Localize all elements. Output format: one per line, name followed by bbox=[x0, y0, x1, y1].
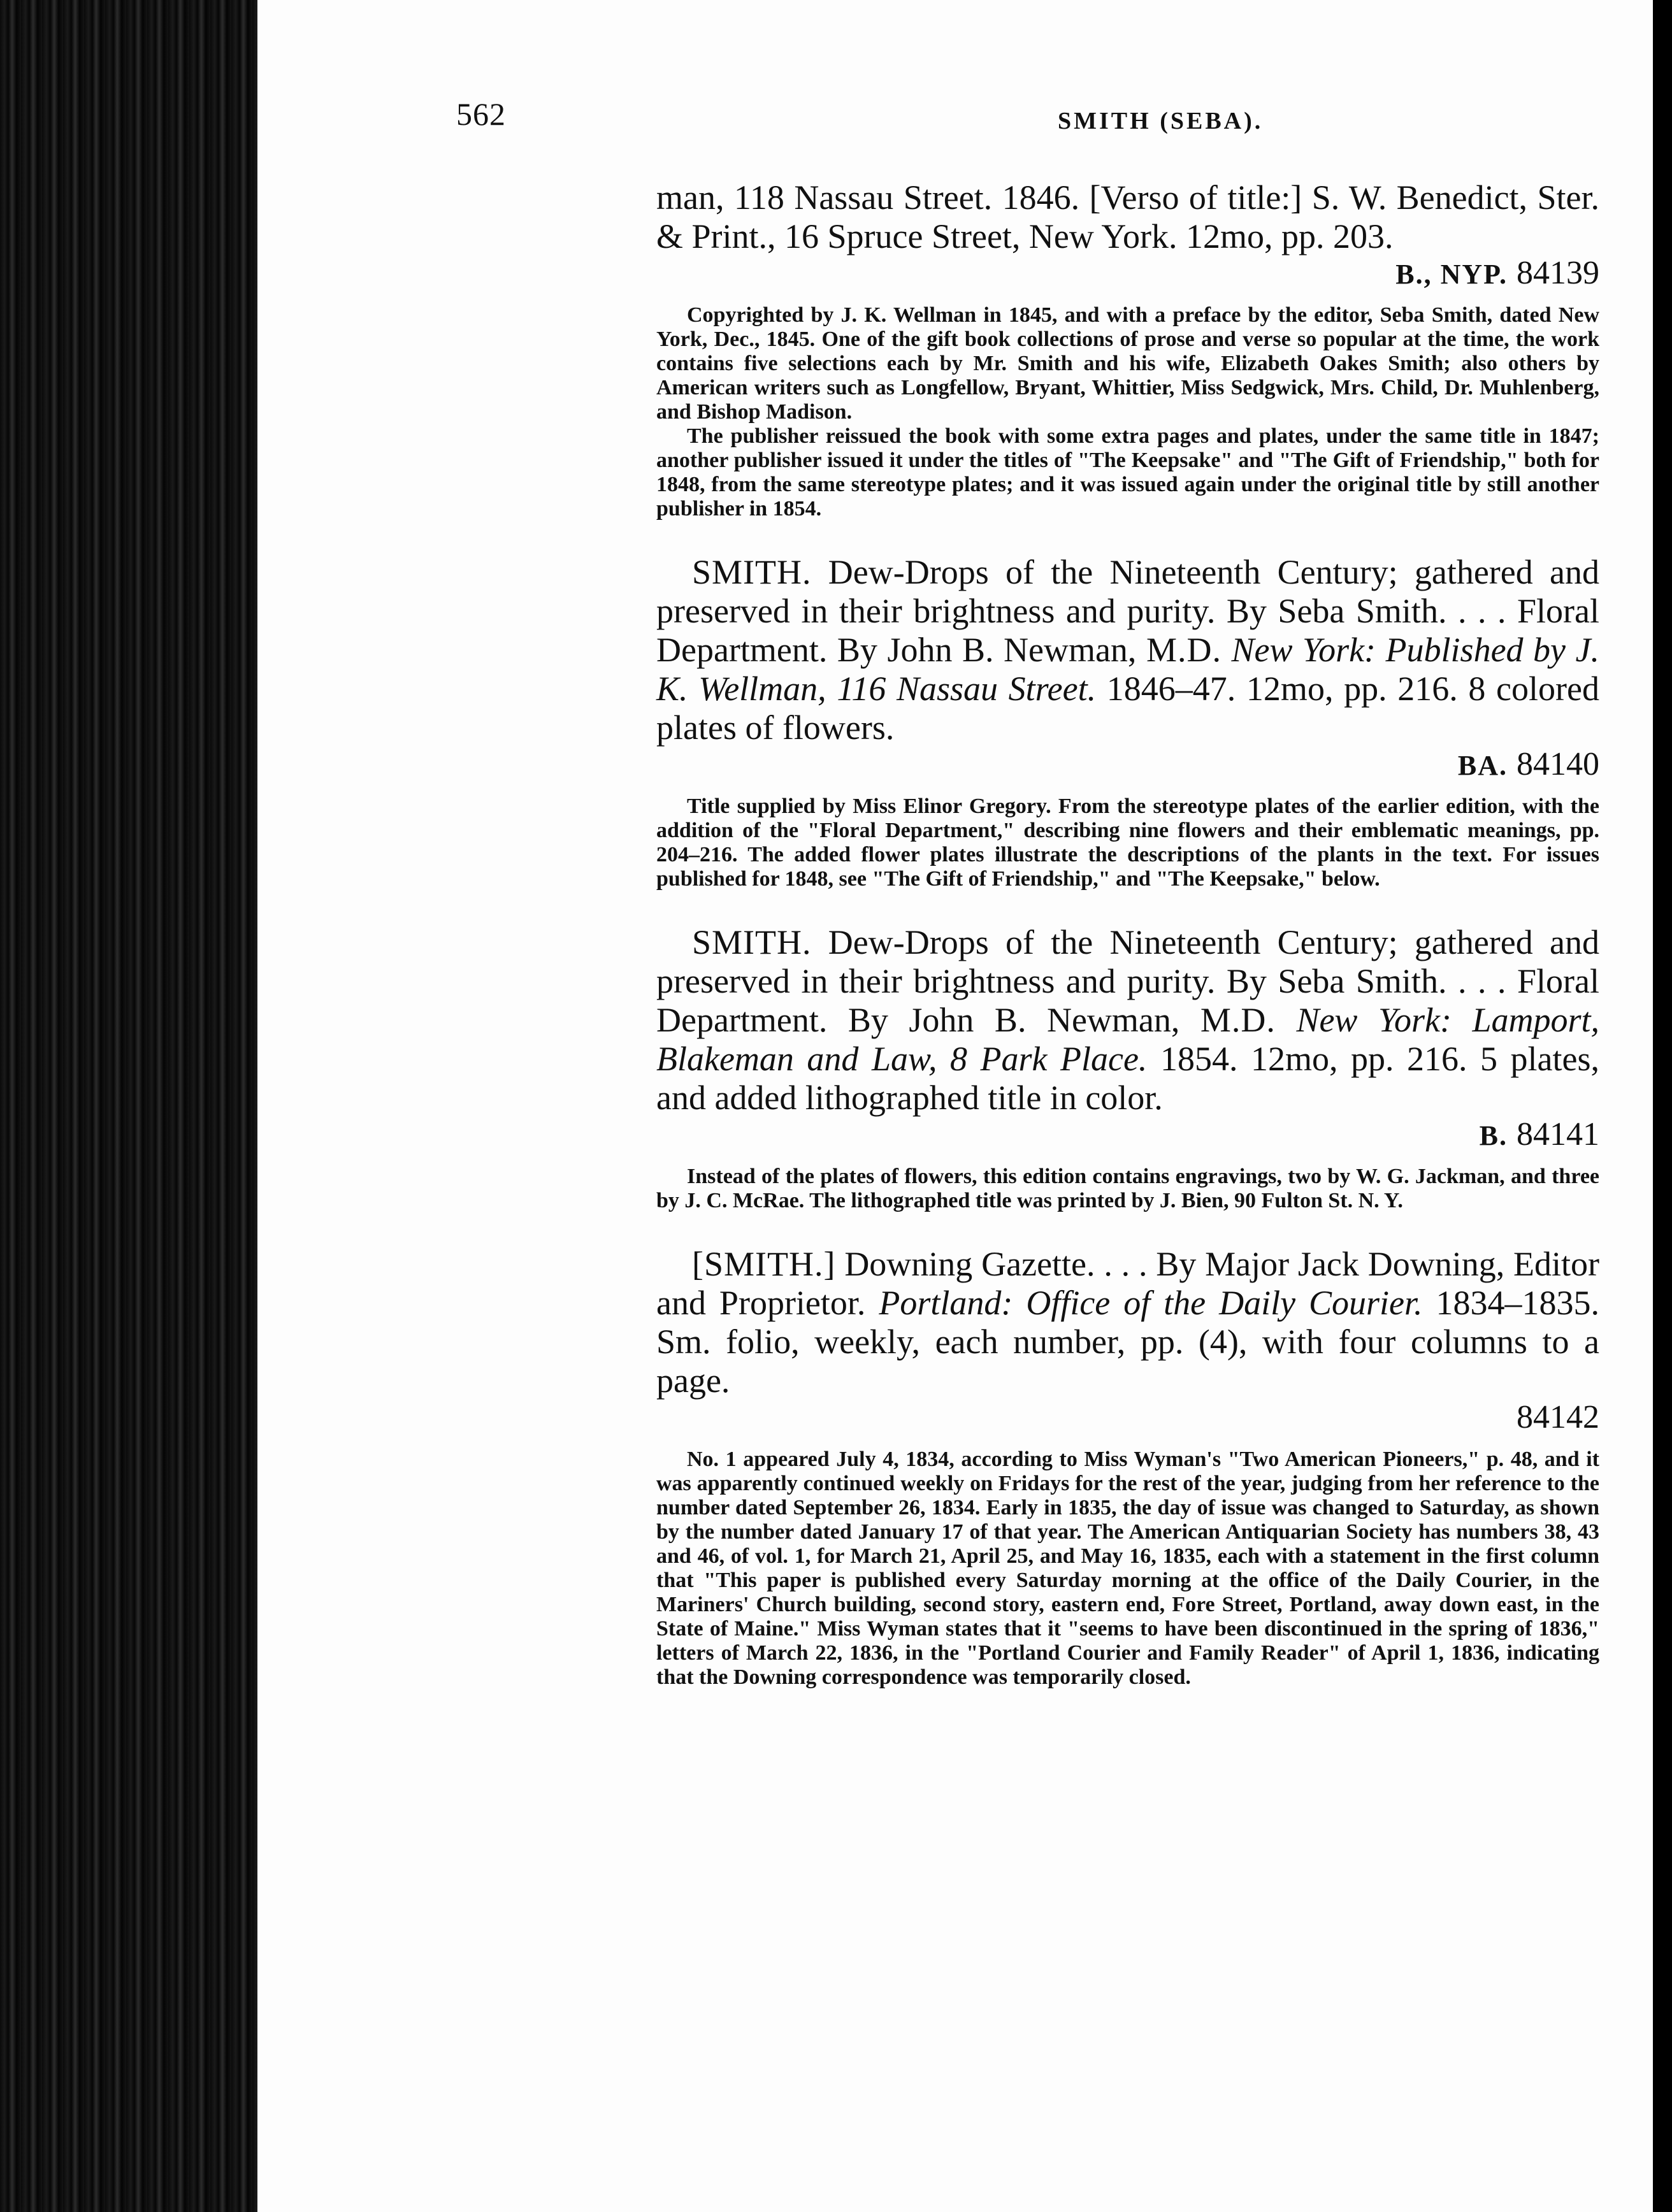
page-heading: SMITH (SEBA). bbox=[1058, 108, 1264, 134]
entry-collation: 1846–47. 12mo, pp. 216. 8 colored plates of flowers. bbox=[656, 670, 1599, 747]
entry-note-paragraph: Copyrighted by J. K. Wellman in 1845, and with a preface by the editor, Seba Smith, dated New York, Dec., 1845. One of the gift book collections of prose and verse so popular at the time, the work contains five selections each by Mr. Smith and his wife, Elizabeth Oakes Smith; also others by American writers such as Longfellow, Bryant, Whittier, Miss Sedgwick, Mrs. Child, Dr. Muhlenberg, and Bishop Madison. bbox=[656, 303, 1599, 424]
entry-notes bbox=[656, 303, 1599, 521]
entry-number: 84140 bbox=[1517, 746, 1599, 782]
library-holders: BA. bbox=[1457, 750, 1508, 781]
scan-binding-edge bbox=[0, 0, 261, 2212]
entry-collation: 1834–1835. Sm. folio, weekly, each number, pp. (4), with four columns to a page. bbox=[656, 1284, 1600, 1400]
entry-notes bbox=[656, 794, 1599, 891]
text-column bbox=[656, 178, 1599, 1721]
page-number: 562 bbox=[456, 96, 506, 132]
entry-degree: M.D. bbox=[1146, 631, 1222, 669]
entry-title: Dew-Drops of the Nineteenth Century; gathered and preserved in their brightness and purity. By Seba Smith. . . . Floral Department. By John B. Newman, bbox=[656, 923, 1599, 1039]
entry-author: SMITH. bbox=[692, 553, 812, 591]
bibliography-entry bbox=[656, 178, 1599, 521]
entry-author: [SMITH.] bbox=[692, 1245, 836, 1283]
entry-number: 84141 bbox=[1517, 1116, 1599, 1153]
entry-citation bbox=[656, 923, 1599, 1117]
entry-notes bbox=[656, 1447, 1599, 1690]
library-holders: B., NYP. bbox=[1395, 259, 1508, 290]
bibliography-entry bbox=[656, 1245, 1599, 1690]
library-holders: B. bbox=[1479, 1120, 1508, 1151]
entry-number: 84142 bbox=[1517, 1399, 1599, 1435]
entry-note-paragraph: Instead of the plates of flowers, this edition contains engravings, two by W. G. Jackman, and three by J. C. McRae. The lithographed title was printed by J. Bien, 90 Fulton St. N. Y. bbox=[656, 1165, 1599, 1212]
entry-note-paragraph: The publisher reissued the book with some extra pages and plates, under the same title in 1847; another publisher issued it under the titles of "The Keepsake" and "The Gift of Friendship," both for 1848, from the same stereotype plates; and it was issued again under the original title by still another publisher in 1854. bbox=[656, 424, 1599, 521]
entry-number: 84139 bbox=[1517, 255, 1599, 291]
entry-imprint: New York: Lamport, Blakeman and Law, 8 Park Place. bbox=[656, 1001, 1600, 1078]
entry-collation: 1854. 12mo, pp. 216. 5 plates, and added lithographed title in color. bbox=[656, 1040, 1599, 1117]
entry-degree: M.D. bbox=[1200, 1001, 1276, 1039]
entry-note-paragraph: Title supplied by Miss Elinor Gregory. From the stereotype plates of the earlier edition, with the addition of the "Floral Department," describing nine flowers and their emblematic meanings, pp. 204–216. The added flower plates illustrate the descriptions of the plants in the text. For issues published for 1848, see "The Gift of Friendship," and "The Keepsake," below. bbox=[656, 794, 1599, 891]
entry-author: SMITH. bbox=[692, 923, 812, 961]
bibliography-entry bbox=[656, 923, 1599, 1213]
entry-citation bbox=[656, 1245, 1599, 1400]
entry-note-paragraph: No. 1 appeared July 4, 1834, according to Miss Wyman's "Two American Pioneers," p. 48, and it was apparently continued weekly on Fridays for the rest of the year, judging from her reference to the number dated September 26, 1834. Early in 1835, the day of issue was changed to Saturday, as shown by the number dated January 17 of that year. The American Antiquarian Society has numbers 38, 43 and 46, of vol. 1, for March 21, April 25, and May 16, 1835, each with a statement in the first column that "This paper is published every Saturday morning at the office of the Daily Courier, in the Mariners' Church building, second story, eastern end, Fore Street, Portland, away down east, in the State of Maine." Miss Wyman states that it "seems to have been discontinued in the spring of 1836," letters of March 22, 1836, in the "Portland Courier and Family Reader" of April 1, 1836, indicating that the Downing correspondence was temporarily closed. bbox=[656, 1447, 1599, 1689]
entry-imprint: New York: Published by J. K. Wellman, 116 Nassau Street. bbox=[656, 631, 1599, 708]
entry-title: Dew-Drops of the Nineteenth Century; gathered and preserved in their brightness and purity. By Seba Smith. . . . Floral Department. By John B. Newman, bbox=[656, 553, 1599, 669]
entry-reference bbox=[656, 1117, 1599, 1153]
entry-reference bbox=[656, 747, 1599, 783]
entry-continuation: man, 118 Nassau Street. 1846. [Verso of title:] S. W. Benedict, Ster. & Print., 16 Spruce Street, New York. 12mo, pp. 203. bbox=[656, 178, 1599, 255]
running-head bbox=[0, 96, 1672, 147]
entry-title: Downing Gazette. . . . By Major Jack Downing, Editor and Proprietor. bbox=[656, 1245, 1600, 1322]
entry-citation bbox=[656, 553, 1599, 747]
entry-imprint: Portland: Office of the Daily Courier. bbox=[879, 1284, 1423, 1322]
bibliography-entry bbox=[656, 553, 1599, 891]
entry-reference bbox=[656, 1400, 1599, 1436]
entry-notes bbox=[656, 1165, 1599, 1213]
scan-right-edge bbox=[1653, 0, 1672, 2212]
entry-reference bbox=[656, 256, 1599, 292]
